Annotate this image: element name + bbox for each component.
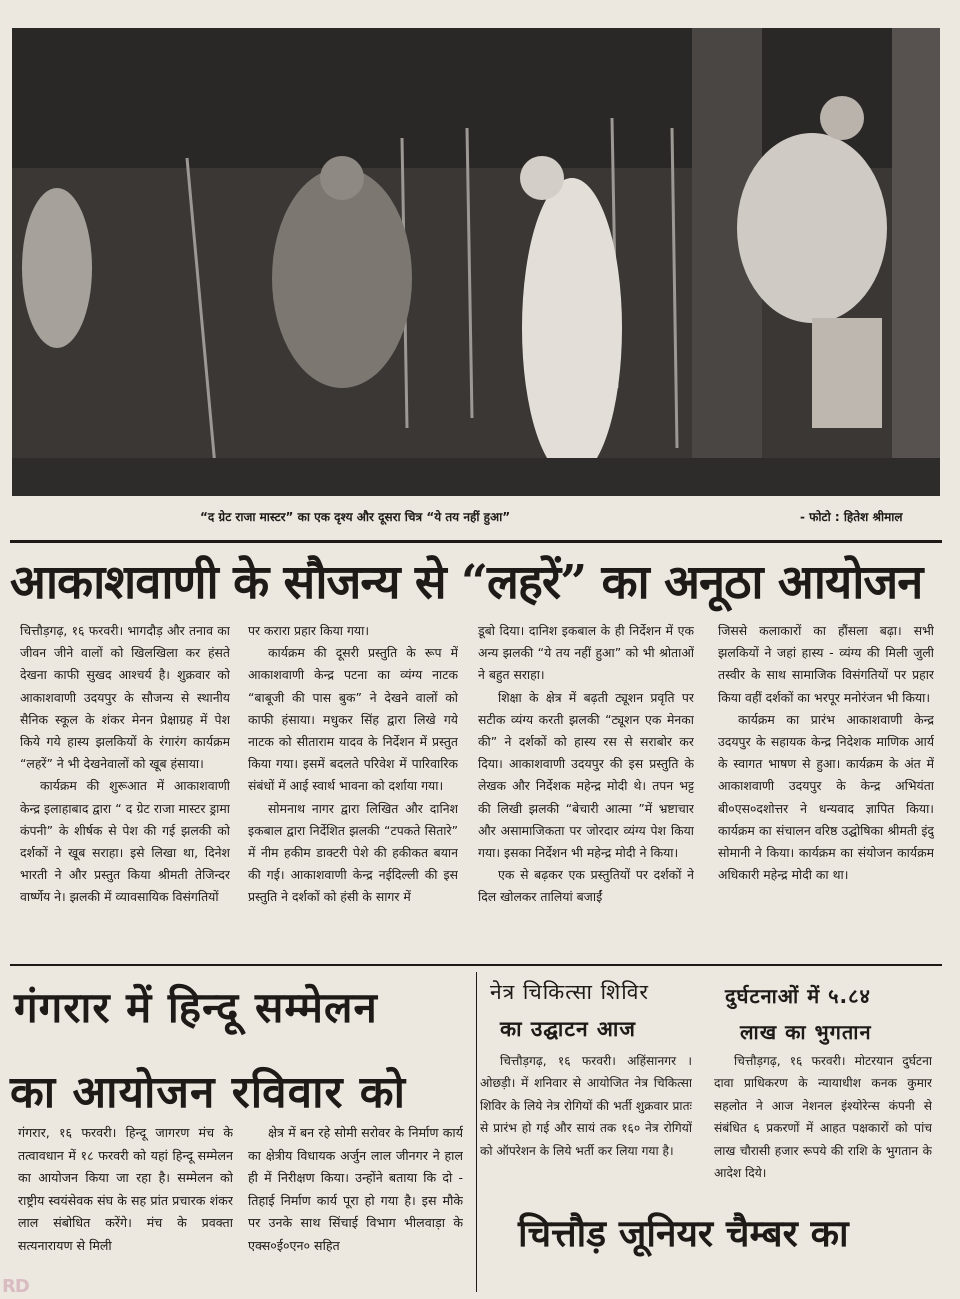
column-divider: [476, 972, 477, 1292]
paragraph: कार्यक्रम का प्रारंभ आकाशवाणी केन्द्र उदयपुर के सहायक केन्द्र निदेशक माणिक आर्य के स्वागत भाषण से हुआ। कार्यक्रम के अंत में आकाशवाणी उदयपुर के केन्द्र अभियंता बी०एस०दशोत्तर ने धन्यवाद ज्ञापित किया। कार्यक्रम का संचालन वरिष्ठ उद्घोषिका श्रीमती इंदु सोमानी ने किया। कार्यक्रम का संयोजन कार्यक्रम अधिकारी महेन्द्र मोदी का था।: [718, 711, 934, 883]
paragraph: एक से बढ़कर एक प्रस्तुतियों पर दर्शकों ने दिल खोलकर तालियां बजाईं: [478, 867, 694, 905]
photo-caption: “द ग्रेट राजा मास्टर” का एक दृश्य और दूसरा चित्र “ये तय नहीं हुआ”: [200, 510, 511, 524]
story4-body: [714, 1050, 932, 1200]
watermark-logo: RD: [2, 1276, 29, 1297]
paragraph: क्षेत्र में बन रहे सोमी सरोवर के निर्माण कार्य का क्षेत्रीय विधायक अर्जुन लाल जीनगर ने हाल ही में निरीक्षण किया। उन्होंने बताया कि दो - तिहाई निर्माण कार्य पूरा हो गया है। इस मौके पर उनके साथ सिंचाई विभाग भीलवाड़ा के एक्स०ई०एन० सहित: [248, 1125, 463, 1253]
story4-headline-line1: दुर्घटनाओं में ५.८४: [725, 984, 871, 1008]
paragraph: कार्यक्रम की दूसरी प्रस्तुति के रूप में आकाशवाणी केन्द्र पटना का व्यंग्य नाटक “बाबूजी की पास बुक” ने देखने वालों को काफी हंसाया। मधुकर सिंह द्वारा लिखे गये नाटक को सीताराम यादव के निर्देशन में प्रस्तुत किया गया। इसमें बदलते परिवेश में पारिवारिक संबंधों में आई स्वार्थ भावना को दर्शाया गया।: [248, 645, 458, 794]
paragraph: चित्तौड़गढ़, १६ फरवरी। भागदौड़ और तनाव का जीवन जीने वालों को खिलखिला कर हंसते देखना काफी सुखद आश्चर्य है। शुक्रवार को आकाशवाणी उदयपुर के सौजन्य से स्थानीय सैनिक स्कूल के शंकर मेनन प्रेक्षाग्रह में पेश किये गये हास्य झलकियों के रंगारंग कार्यक्रम “लहरें” ने भी देखनेवालों को खूब हंसाया।: [20, 623, 230, 772]
story3-headline-line2: का उद्घाटन आज: [500, 1017, 636, 1041]
main-story-column-1: [20, 620, 230, 960]
story4-headline-line2: लाख का भुगतान: [740, 1020, 872, 1044]
paragraph: चित्तौड़गढ़, १६ फरवरी। अहिंसानगर ।ओछड़ी। में शनिवार से आयोजित नेत्र चिकित्सा शिविर के लिये नेत्र रोगियों की भर्ती शुक्रवार प्रातः से प्रारंभ हो गई और सायं तक १६० नेत्र रोगियों को ऑपरेशन के लिये भर्ती कर लिया गया है।: [480, 1054, 692, 1158]
story3-headline-line1: नेत्र चिकित्सा शिविर: [490, 980, 650, 1004]
stage-photo: [12, 28, 940, 496]
paragraph: गंगरार, १६ फरवरी। हिन्दू जागरण मंच के तत्वावधान में १८ फरवरी को यहां हिन्दू सम्मेलन का आयोजन किया जा रहा है। सम्मेलन को राष्ट्रीय स्वयंसेवक संघ के सह प्रांत प्रचारक शंकर लाल संबोधित करेंगे। मंच के प्रवक्ता सत्यनारायण से मिली: [18, 1125, 233, 1253]
main-story-column-2: [248, 620, 458, 960]
paragraph: शिक्षा के क्षेत्र में बढ़ती ट्यूशन प्रवृति पर सटीक व्यंग्य करती झलकी “ट्यूशन एक मेनका की” ने दर्शकों को हास्य रस से सराबोर कर दिया। आकाशवाणी उदयपुर की इस प्रस्तुति के लेखक और निर्देशक महेन्द्र मोदी थे। तपन भट्ट की लिखी झलकी “बेचारी आत्मा ”में भ्रष्टाचार और असामाजिकता पर जोरदार व्यंग्य पेश किया गया। इसका निर्देशन भी महेन्द्र मोदी ने किया।: [478, 689, 694, 861]
story2-headline-line2: का आयोजन रविवार को: [10, 1067, 406, 1118]
paragraph: पर करारा प्रहार किया गया।: [248, 623, 370, 638]
fold-line: [10, 964, 942, 966]
main-story-column-4: [718, 620, 934, 960]
main-headline: आकाशवाणी के सौजन्य से “लहरें” का अनूठा आयोजन: [10, 555, 923, 610]
story3-body: [480, 1050, 692, 1200]
story2-column-1: [18, 1122, 233, 1272]
paragraph: सोमनाथ नागर द्वारा लिखित और दानिश इकबाल द्वारा निर्देशित झलकी “टपकते सितारे” में नीम हकीम डाक्टरी पेशे की हकीकत बयान की गई। आकाशवाणी केन्द्र नईदिल्ली की इस प्रस्तुति ने दर्शकों को हंसी के सागर में: [248, 800, 458, 905]
main-story-column-3: [478, 620, 694, 960]
paragraph: चित्तौड़गढ़, १६ फरवरी। मोटरयान दुर्घटना दावा प्राधिकरण के न्यायाधीश कनक कुमार सहलोत ने आज नेशनल इंश्योरेन्स कंपनी से संबंधित ६ प्रकरणों में आहत पक्षकारों को पांच लाख चौरासी हजार रूपये की राशि के भुगतान के आदेश दिये।: [714, 1054, 932, 1181]
section-divider: [10, 540, 942, 543]
story2-column-2: [248, 1122, 463, 1272]
story2-headline-line1: गंगरार में हिन्दू सम्मेलन: [14, 983, 378, 1032]
photo-credit: - फोटो : हितेश श्रीमाल: [800, 510, 903, 524]
paragraph: डूबो दिया। दानिश इकबाल के ही निर्देशन में एक अन्य झलकी “ये तय नहीं हुआ” को भी श्रोताओं ने बहुत सराहा।: [478, 623, 694, 683]
paragraph: जिससे कलाकारों का हौंसला बढ़ा। सभी झलकियों ने जहां हास्य - व्यंग्य की मिली जुली तस्वीर के साथ सामाजिक विसंगतियों पर प्रहार किया वहीं दर्शकों का भरपूर मनोरंजन भी किया।: [718, 623, 934, 705]
story5-headline: चित्तौड़ जूनियर चैम्बर का: [518, 1212, 849, 1255]
paragraph: कार्यक्रम की शुरूआत में आकाशवाणी केन्द्र इलाहाबाद द्वारा “ द ग्रेट राजा मास्टर ड्रामा कंपनी” के शीर्षक से पेश की गई झलकी को दर्शकों ने खूब सराहा। इसे लिखा था, दिनेश भारती ने और प्रस्तुत किया श्रीमती तेजिन्दर वार्ष्णेय ने। झलकी में व्यावसायिक विसंगतियों: [20, 778, 230, 905]
